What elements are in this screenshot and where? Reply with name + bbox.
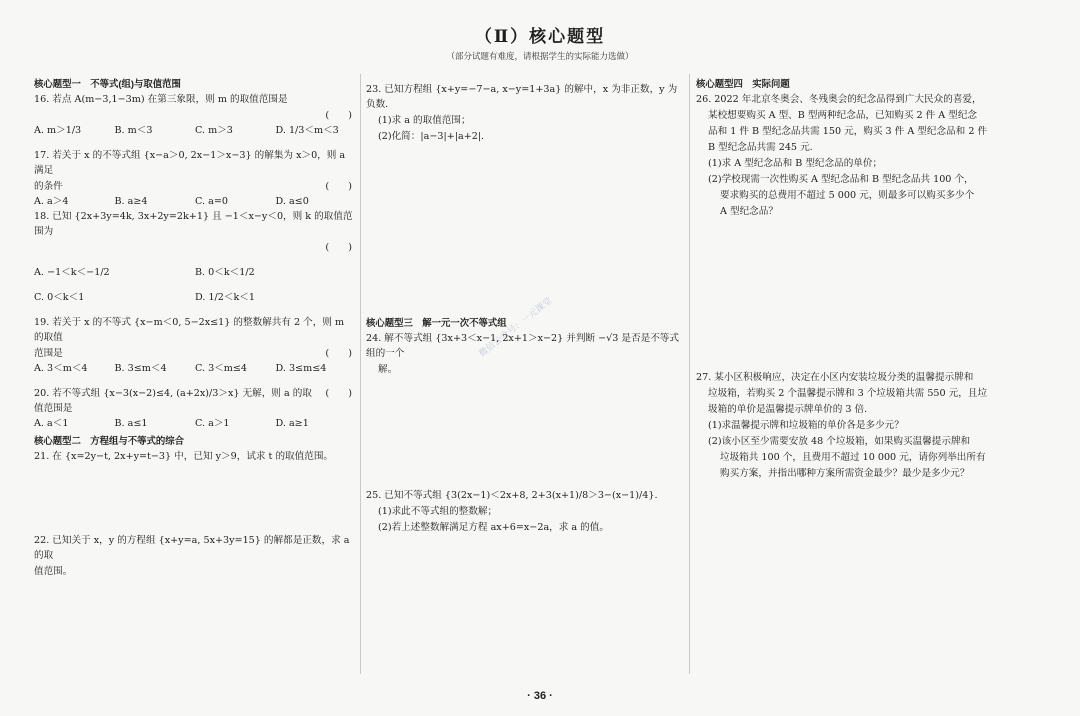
question-22: 22. 已知关于 x，y 的方程组 {x+y=a, 5x+3y=15} 的解都是正数，求 a 的取 (34, 535, 350, 561)
question-text: 购买方案，并指出哪种方案所需资金最少？最少是多少元？ (720, 468, 970, 479)
option: D. 3≤m≤4 (275, 363, 327, 374)
question-text: 范围是 (34, 348, 63, 359)
question-25: 25. 已知不等式组 {3(2x−1)＜2x+8, 2+3(x+1)/8＞3−(x−1)/4}. (366, 490, 658, 501)
option: B. m＜3 (114, 125, 153, 136)
option: D. a≥1 (275, 418, 309, 429)
question-26-part2: (2)学校现需一次性购买 A 型纪念品和 B 型纪念品共 100 个， (708, 174, 974, 185)
section-heading: 核心题型二 方程组与不等式的综合 (34, 435, 185, 446)
question-27-part1: (1)求温馨提示牌和垃圾箱的单价各是多少元？ (708, 420, 904, 431)
question-text: 垃圾箱共 100 个，且费用不超过 10 000 元，请你列举出所有 (720, 452, 986, 463)
answer-paren: ( ) (325, 388, 352, 399)
answer-paren: ( ) (325, 110, 352, 121)
question-text: A 型纪念品？ (720, 206, 778, 217)
question-27: 27. 某小区积极响应，决定在小区内安装垃圾分类的温馨提示牌和 (696, 372, 974, 383)
question-text: 某校想要购买 A 型、B 型两种纪念品，已知购买 2 件 A 型纪念 (708, 110, 978, 121)
question-19: 19. 若关于 x 的不等式 {x−m＜0, 5−2x≤1} 的整数解共有 2 个，则 m 的取值 (34, 317, 345, 343)
question-text: 要求购买的总费用不超过 5 000 元，则最多可以购买多少个 (720, 190, 975, 201)
watermark: 微信公众号：一元课堂 (476, 295, 554, 359)
question-19-cont (34, 346, 356, 361)
option: A. a＞4 (34, 196, 69, 207)
section-heading: 核心题型三 解一元一次不等式组 (366, 317, 507, 328)
options-row (34, 194, 356, 209)
option: D. 1/3＜m＜3 (275, 125, 339, 136)
answer-paren: ( ) (325, 181, 352, 192)
question-20 (34, 386, 356, 416)
options-row (34, 290, 356, 305)
question-26-part1: (1)求 A 型纪念品和 B 型纪念品的单价； (708, 158, 883, 169)
question-23-part1: (1)求 a 的取值范围； (378, 115, 471, 126)
option: C. a＞1 (195, 418, 230, 429)
question-27-part2: (2)该小区至少需要安放 48 个垃圾箱，如果购买温馨提示牌和 (708, 436, 971, 447)
option: C. m＞3 (195, 125, 233, 136)
column-middle (366, 74, 682, 536)
option: B. 0＜k＜1/2 (195, 267, 255, 278)
option: A. a＜1 (34, 418, 69, 429)
option: C. 3＜m≤4 (195, 363, 248, 374)
option: B. a≤1 (114, 418, 148, 429)
column-left (34, 74, 356, 580)
option: C. 0＜k＜1 (34, 292, 85, 303)
option: A. 3＜m＜4 (34, 363, 88, 374)
question-text: 的条件 (34, 181, 63, 192)
section-heading: 核心题型一 不等式(组)与取值范围 (34, 78, 181, 89)
question-text: 垃圾箱，若购买 2 个温馨提示牌和 3 个垃圾箱共需 550 元，且垃 (708, 388, 988, 399)
options-row (34, 123, 356, 138)
question-17-cont (34, 179, 356, 194)
option: A. m＞1/3 (34, 125, 82, 136)
question-24: 24. 解不等式组 {3x+3＜x−1, 2x+1＞x−2} 并判断 −√3 是否是不等式组的一个 (366, 333, 679, 359)
option: B. 3≤m＜4 (114, 363, 167, 374)
page-number: · 36 · (527, 690, 553, 702)
question-25-part1: (1)求此不等式组的整数解； (378, 506, 498, 517)
page-title: （Ⅱ）核心题型 (474, 27, 606, 47)
column-divider (360, 74, 361, 674)
option: B. a≥4 (114, 196, 148, 207)
column-divider (689, 74, 690, 674)
question-25-part2: (2)若上述整数解满足方程 ax+6=x−2a，求 a 的值。 (378, 522, 609, 533)
answer-paren: ( ) (325, 242, 352, 253)
question-22-cont: 值范围。 (34, 566, 73, 577)
option: A. −1＜k＜−1/2 (34, 267, 110, 278)
option: C. a=0 (195, 196, 228, 207)
question-18: 18. 已知 {2x+3y=4k, 3x+2y=2k+1} 且 −1＜x−y＜0，则 k 的取值范围为 (34, 211, 353, 237)
question-26: 26. 2022 年北京冬奥会、冬残奥会的纪念品得到广大民众的喜爱， (696, 94, 982, 105)
options-row (34, 416, 356, 431)
question-23-part2: (2)化简：|a−3|+|a+2|. (378, 131, 485, 142)
question-text: B 型纪念品共需 245 元. (708, 142, 813, 153)
question-23: 23. 已知方程组 {x+y=−7−a, x−y=1+3a} 的解中，x 为非正数，y 为负数. (366, 84, 678, 110)
question-21: 21. 在 {x=2y−t, 2x+y=t−3} 中，已知 y＞9，试求 t 的取值范围。 (34, 451, 334, 462)
section-heading: 核心题型四 实际问题 (696, 78, 790, 89)
question-16: 16. 若点 A(m−3,1−3m) 在第三象限，则 m 的取值范围是 (34, 94, 288, 105)
option: D. 1/2＜k＜1 (195, 292, 255, 303)
answer-paren: ( ) (325, 348, 352, 359)
page-subtitle: （部分试题有难度，请根据学生的实际能力选做） (446, 52, 634, 62)
column-right (696, 74, 1040, 482)
options-row (34, 361, 356, 376)
question-17: 17. 若关于 x 的不等式组 {x−a＞0, 2x−1＞x−3} 的解集为 x＞0，则 a 满足 (34, 150, 346, 176)
option: D. a≤0 (275, 196, 309, 207)
question-24-cont: 解。 (378, 364, 398, 375)
question-text: 20. 若不等式组 {x−3(x−2)≤4, (a+2x)/3＞x} 无解，则 a 的取值范围是 (34, 388, 312, 414)
question-text: 圾箱的单价是温馨提示牌单价的 3 倍. (708, 404, 868, 415)
options-row (34, 265, 356, 280)
question-text: 品和 1 件 B 型纪念品共需 150 元，购买 3 件 A 型纪念品和 2 件 (708, 126, 988, 137)
